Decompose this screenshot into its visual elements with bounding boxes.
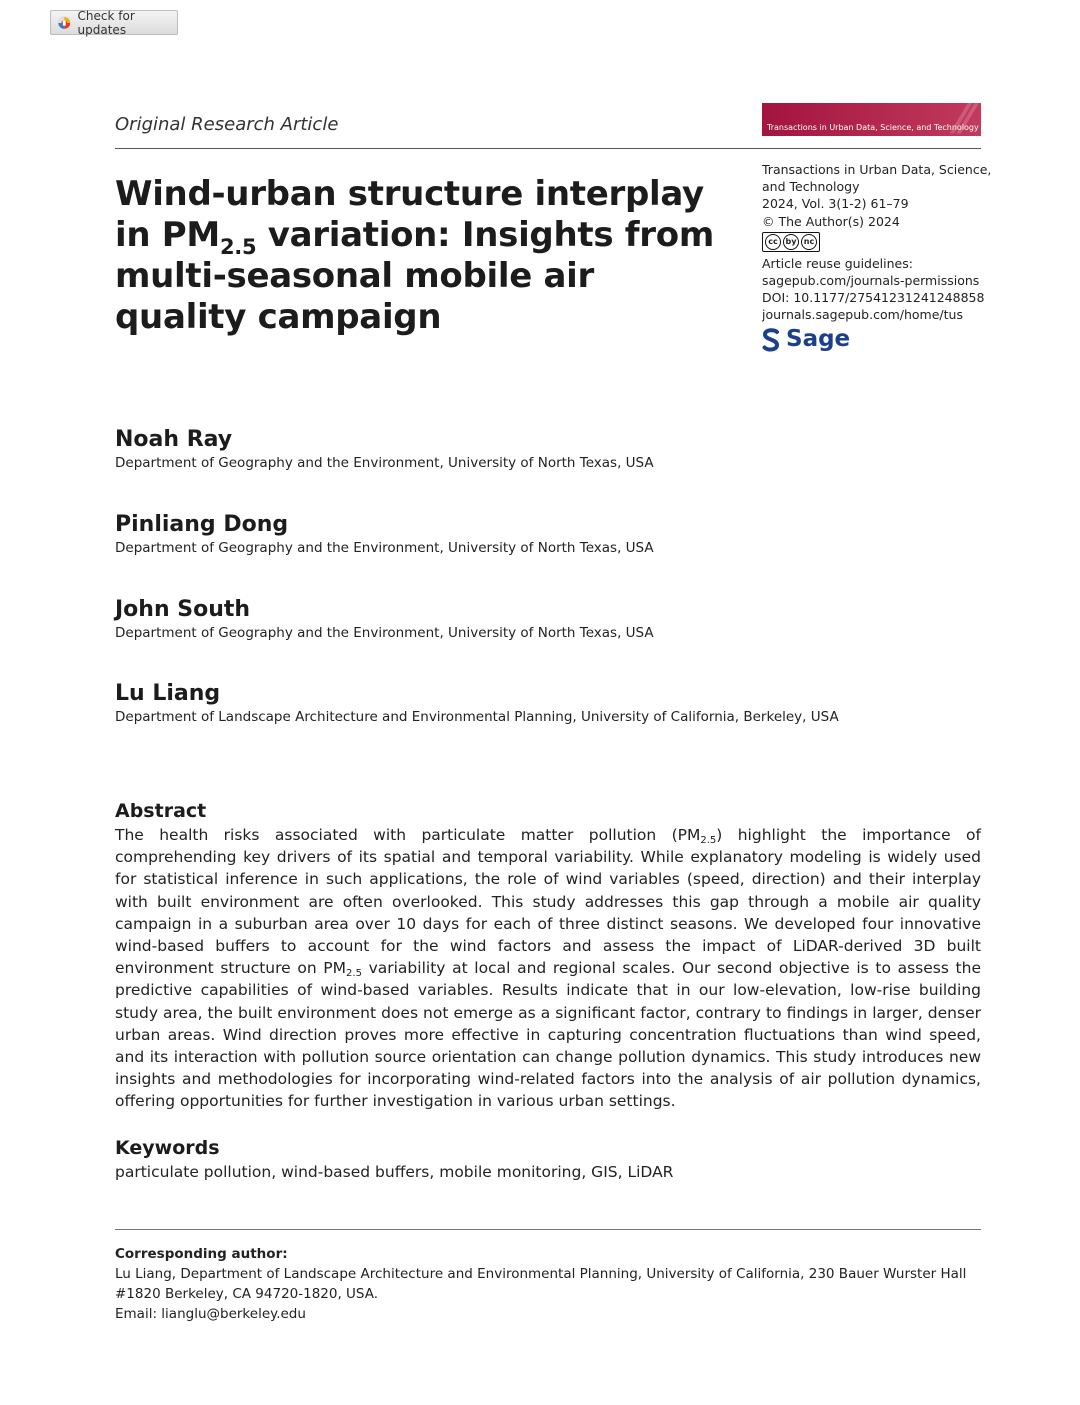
title-text: in PM	[115, 215, 220, 255]
author-block	[115, 596, 995, 642]
title-line: multi-seasonal mobile air	[115, 256, 594, 296]
check-updates-icon	[57, 15, 72, 31]
corresponding-author-label: Corresponding author:	[115, 1246, 288, 1262]
check-for-updates-badge[interactable]	[50, 10, 178, 35]
author-affiliation: Department of Geography and the Environment, University of North Texas, USA	[115, 540, 654, 556]
article-type: Original Research Article	[115, 114, 339, 135]
abstract-text: ) highlight the importance of comprehending key drivers of its spatial and temporal variability. While explanatory modeling is widely used for statistical inference in such applications, the role of wind variables (speed, direction) and their interplay with built environment are often overlooked. This study addresses this gap through a mobile air quality campaign in a suburban area over 10 days for each of three distinct seasons. We developed four innovative wind-based buffers to account for the wind factors and assess the impact of LiDAR-derived 3D built environment structure on PM	[115, 826, 981, 978]
corresponding-author-address-2: #1820 Berkeley, CA 94720-1820, USA.	[115, 1286, 379, 1302]
title-text: variation: Insights from	[256, 215, 714, 255]
banner-decoration: ⁄⁄	[957, 103, 971, 136]
copyright: © The Author(s) 2024	[762, 213, 900, 229]
journal-metadata	[762, 161, 992, 352]
abstract-body	[115, 824, 981, 1113]
keywords-heading: Keywords	[115, 1137, 220, 1159]
journal-banner-text: Transactions in Urban Data, Science, and Technology	[767, 123, 979, 132]
author-affiliation: Department of Geography and the Environment, University of North Texas, USA	[115, 625, 654, 641]
author-affiliation: Department of Geography and the Environment, University of North Texas, USA	[115, 455, 654, 471]
abstract-heading: Abstract	[115, 800, 207, 822]
license-badge[interactable]	[762, 232, 820, 252]
title-subscript: 2.5	[219, 235, 257, 259]
corresponding-author-email[interactable]: Email: lianglu@berkeley.edu	[115, 1306, 306, 1322]
cc-icon: cc	[765, 234, 781, 250]
journal-name-line2: and Technology	[762, 179, 860, 195]
author-block	[115, 680, 995, 726]
corresponding-author	[115, 1244, 981, 1324]
title-line: Wind-urban structure interplay	[115, 174, 704, 214]
author-name: Pinliang Dong	[115, 512, 289, 537]
author-name: Noah Ray	[115, 427, 233, 452]
sage-s-icon	[762, 328, 780, 352]
abstract-text: The health risks associated with particulate matter pollution (PM	[115, 826, 701, 844]
footer-divider	[115, 1229, 981, 1230]
author-name: Lu Liang	[115, 681, 221, 706]
nc-icon: nc	[801, 234, 817, 250]
abstract-subscript: 2.5	[346, 968, 362, 980]
reuse-label: Article reuse guidelines:	[762, 255, 913, 271]
title-line	[115, 215, 715, 259]
author-affiliation: Department of Landscape Architecture and Environmental Planning, University of California, Berkeley, USA	[115, 709, 839, 725]
keywords-list: particulate pollution, wind-based buffers, mobile monitoring, GIS, LiDAR	[115, 1163, 674, 1181]
title-line: quality campaign	[115, 297, 442, 337]
abstract-subscript: 2.5	[700, 835, 717, 846]
article-title	[115, 174, 715, 338]
publisher-logo	[762, 328, 992, 352]
doi[interactable]: DOI: 10.1177/27541231241248858	[762, 290, 985, 306]
journal-banner	[762, 103, 981, 136]
journal-homepage-link[interactable]: journals.sagepub.com/home/tus	[762, 307, 963, 323]
reuse-link[interactable]: sagepub.com/journals-permissions	[762, 273, 980, 289]
header-divider	[115, 148, 981, 149]
author-block	[115, 426, 995, 472]
check-for-updates-label: Check for updates	[77, 8, 135, 37]
author-block	[115, 511, 995, 557]
publisher-name: Sage	[786, 326, 851, 353]
journal-name-line1: Transactions in Urban Data, Science,	[762, 162, 992, 177]
corresponding-author-address: Lu Liang, Department of Landscape Architecture and Environmental Planning, University of California, 230 Bauer Wurster Hall	[115, 1266, 967, 1282]
by-icon: by	[783, 234, 799, 250]
volume-info: 2024, Vol. 3(1-2) 61–79	[762, 196, 909, 212]
author-name: John South	[115, 597, 251, 622]
abstract-text: variability at local and regional scales. Our second objective is to assess the predictive capabilities of wind-based variables. Results indicate that in our low-elevation, low-rise building study area, the built environment does not emerge as a significant factor, contrary to findings in larger, denser urban areas. Wind direction proves more effective in capturing concentration fluctuations than wind speed, and its interaction with pollution source orientation can change pollution dynamics. This study introduces new insights and methodologies for incorporating wind-related factors into the analysis of air pollution dynamics, offering opportunities for further investigation in various urban settings.	[115, 959, 981, 1111]
